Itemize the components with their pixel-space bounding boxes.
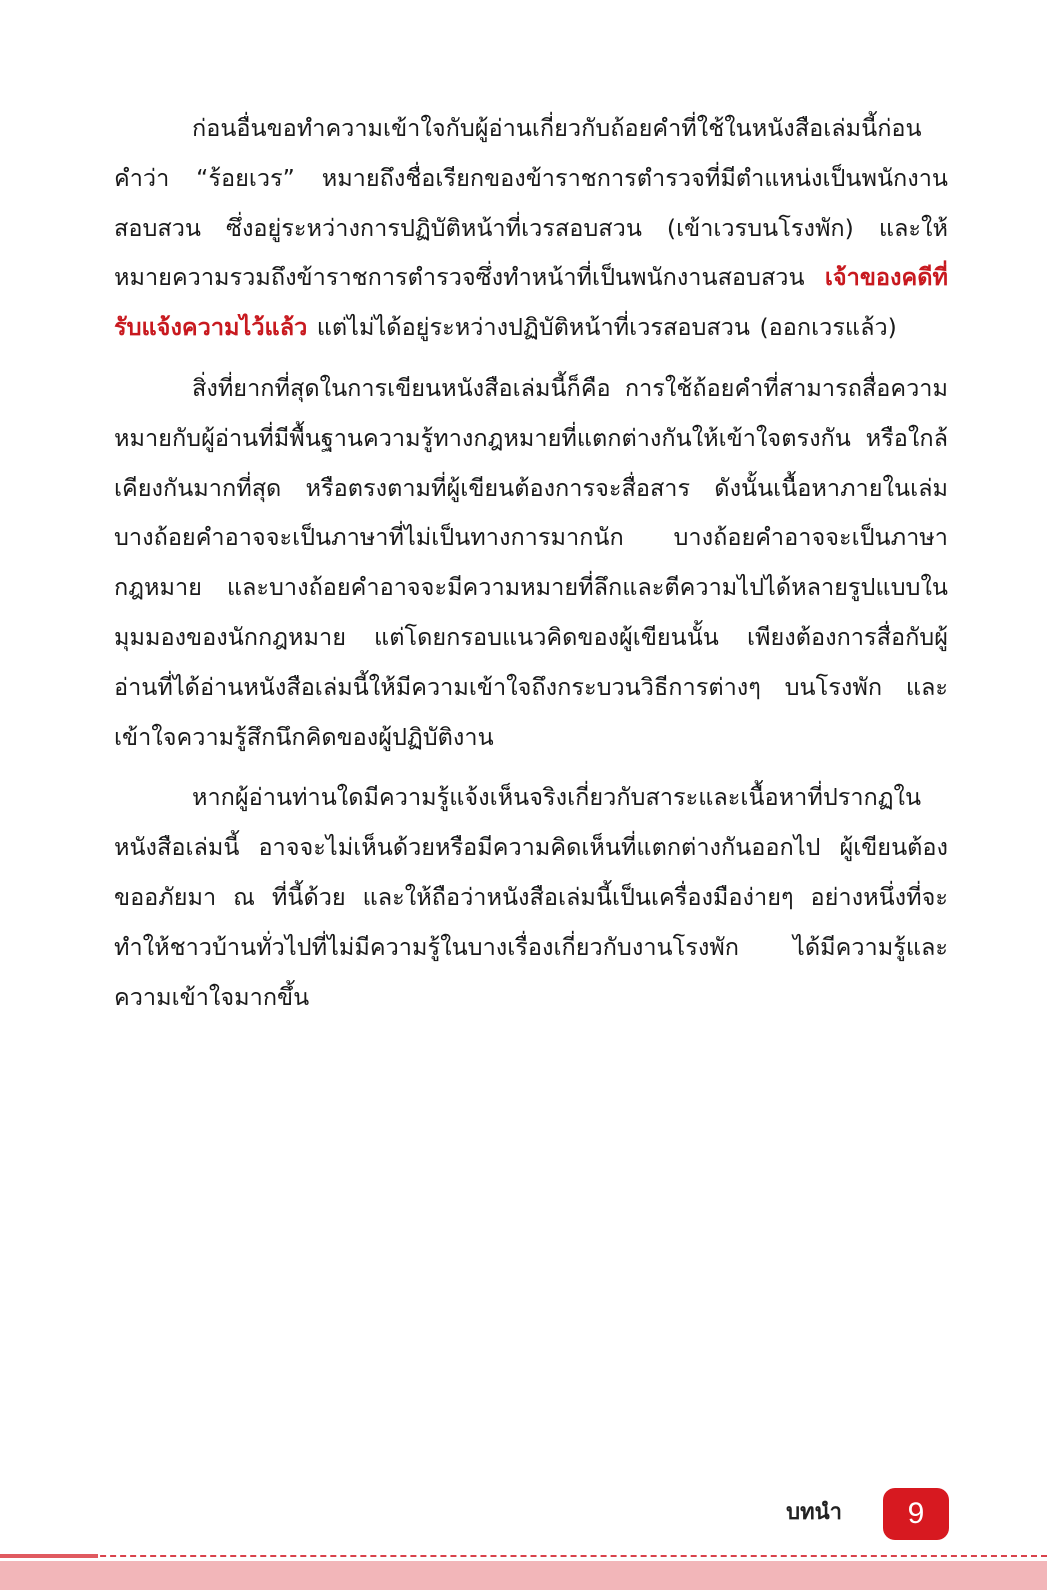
divider-accent <box>0 1554 98 1558</box>
highlighted-phrase: เจ้าของคดีที่รับแจ้งความไว้แล้ว <box>114 263 948 342</box>
paragraph-3: หากผู้อ่านท่านใดมีความรู้แจ้งเห็นจริงเกี่ยวกับสาระและเนื้อหาที่ปรากฏในหนังสือเล่มนี้ อาจจะไม่เห็นด้วยหรือมีความคิดเห็นที่แตกต่างกันออกไป ผู้เขียนต้องขออภัยมา ณ ที่นี้ด้วย และให้ถือว่าหนังสือเล่มนี้เป็นเครื่องมือง่ายๆ อย่างหนึ่งที่จะทำให้ชาวบ้านทั่วไปที่ไม่มีความรู้ในบางเรื่องเกี่ยวกับงานโรงพัก ได้มีความรู้และความเข้าใจมากขึ้น <box>114 783 948 1011</box>
paragraph-2: สิ่งที่ยากที่สุดในการเขียนหนังสือเล่มนี้ก็คือ การใช้ถ้อยคำที่สามารถสื่อความหมายกับผู้อ่านที่มีพื้นฐานความรู้ทางกฎหมายที่แตกต่างกันให้เข้าใจตรงกัน หรือใกล้เคียงกันมากที่สุด หรือตรงตามที่ผู้เขียนต้องการจะสื่อสาร ดังนั้นเนื้อหาภายในเล่มบางถ้อยคำอาจจะเป็นภาษาที่ไม่เป็นทางการมากนัก บางถ้อยคำอาจจะเป็นภาษากฎหมาย และบางถ้อยคำอาจจะมีความหมายที่ลึกและตีความไปได้หลายรูปแบบในมุมมองของนักกฎหมาย แต่โดยกรอบแนวคิดของผู้เขียนนั้น เพียงต้องการสื่อกับผู้อ่านที่ได้อ่านหนังสือเล่มนี้ให้มีความเข้าใจถึงกระบวนวิธีการต่างๆ บนโรงพัก และเข้าใจความรู้สึกนึกคิดของผู้ปฏิบัติงาน <box>114 373 948 751</box>
bottom-band <box>0 1561 1047 1590</box>
body-text <box>114 104 948 1033</box>
dashed-divider <box>0 1555 1047 1557</box>
chapter-label: บทนำ <box>786 1500 842 1525</box>
page-footer <box>0 1488 1047 1590</box>
paragraph-1-text-after: แต่ไม่ได้อยู่ระหว่างปฏิบัติหน้าที่เวรสอบสวน (ออกเวรแล้ว) <box>307 313 897 342</box>
paragraph-1 <box>114 104 948 353</box>
page-number-badge: 9 <box>883 1488 949 1540</box>
paragraph-1-text-before: ก่อนอื่นขอทำความเข้าใจกับผู้อ่านเกี่ยวกับถ้อยคำที่ใช้ในหนังสือเล่มนี้ก่อน คำว่า “ร้อยเวร” หมายถึงชื่อเรียกของข้าราชการตำรวจที่มีตำแหน่งเป็นพนักงานสอบสวน ซึ่งอยู่ระหว่างการปฏิบัติหน้าที่เวรสอบสวน (เข้าเวรบนโรงพัก) และให้หมายความรวมถึงข้าราชการตำรวจซึ่งทำหน้าที่เป็นพนักงานสอบสวน <box>114 114 948 292</box>
